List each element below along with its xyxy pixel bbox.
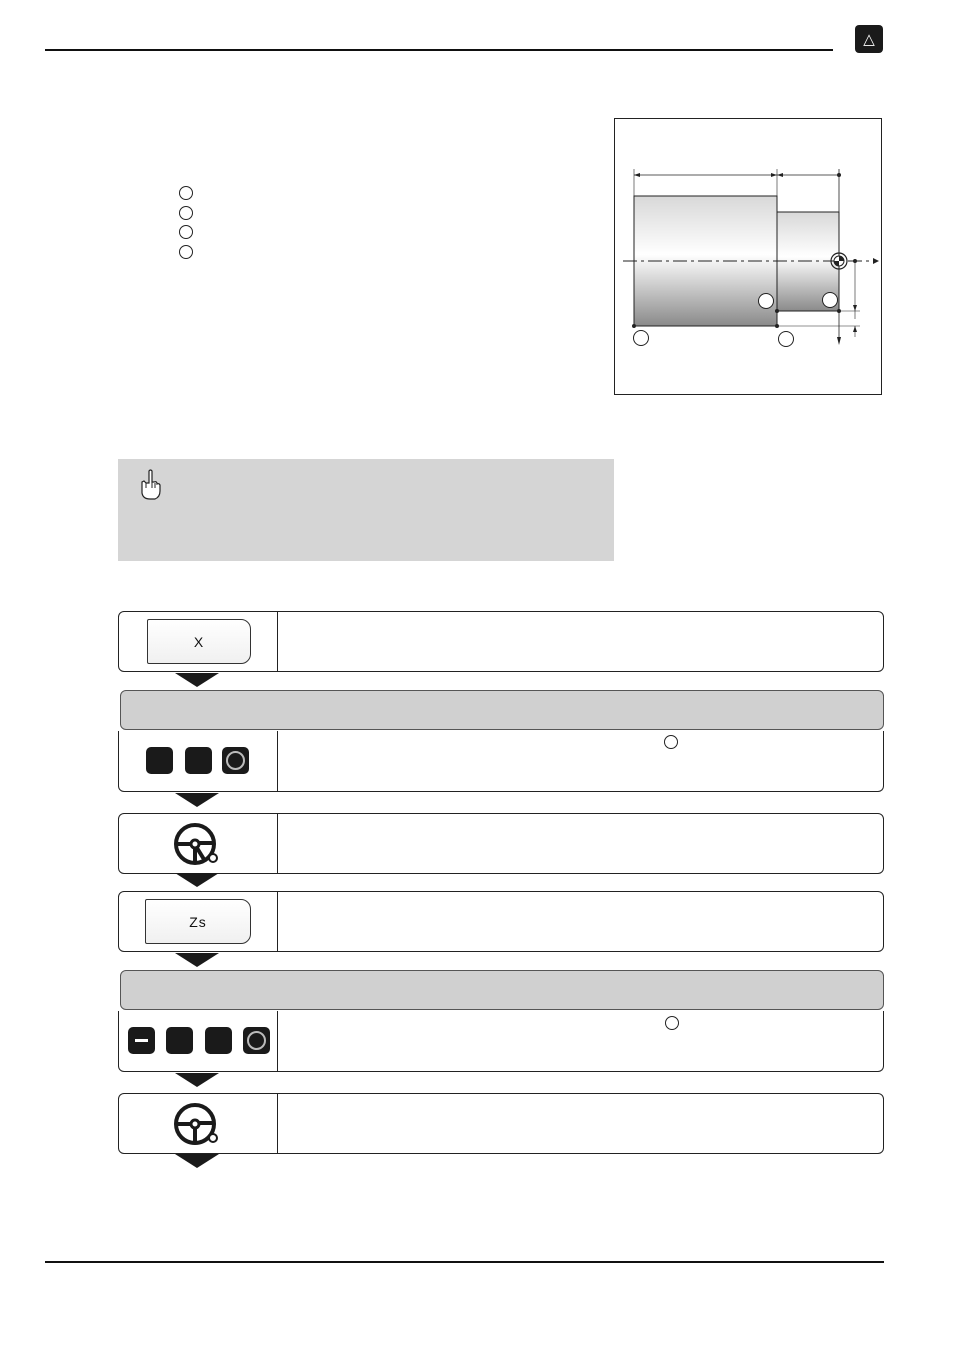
digit-key[interactable]	[205, 1027, 232, 1054]
handwheel-icon	[173, 822, 221, 868]
list-marker-3	[179, 225, 193, 239]
step-move-handwheel	[118, 1093, 884, 1154]
ent-key-icon[interactable]	[243, 1027, 270, 1054]
top-rule	[45, 49, 833, 51]
digit-key[interactable]	[146, 747, 173, 774]
step-header-z	[120, 970, 884, 1010]
ent-key-icon[interactable]	[222, 747, 249, 774]
step-enter-x-value	[118, 731, 884, 792]
flow-arrow	[175, 673, 219, 687]
note-box	[118, 459, 614, 561]
digit-key[interactable]	[185, 747, 212, 774]
workpiece-diagram	[615, 119, 881, 394]
digit-key[interactable]	[166, 1027, 193, 1054]
flow-arrow	[175, 953, 219, 967]
point-reference-marker	[665, 1016, 679, 1030]
zs-softkey[interactable]: Zs	[145, 899, 251, 944]
list-marker-1	[179, 186, 193, 200]
flow-arrow	[175, 873, 219, 887]
step-enter-z-value	[118, 1011, 884, 1072]
triangle-icon: △	[855, 25, 883, 53]
minus-key-icon[interactable]	[128, 1027, 155, 1054]
step-select-zs	[118, 891, 884, 952]
workpiece-figure	[614, 118, 882, 395]
x-softkey[interactable]: X	[147, 619, 251, 664]
step-header-x	[120, 690, 884, 730]
point-reference-marker	[664, 735, 678, 749]
flow-arrow	[175, 1154, 219, 1168]
step-select-x	[118, 611, 884, 672]
list-marker-4	[179, 245, 193, 259]
flow-arrow	[175, 1073, 219, 1087]
step-move-handwheel	[118, 813, 884, 874]
list-marker-2	[179, 206, 193, 220]
pointing-hand-icon	[140, 469, 162, 501]
bottom-rule	[45, 1261, 884, 1263]
flow-arrow	[175, 793, 219, 807]
handwheel-icon	[173, 1102, 221, 1148]
